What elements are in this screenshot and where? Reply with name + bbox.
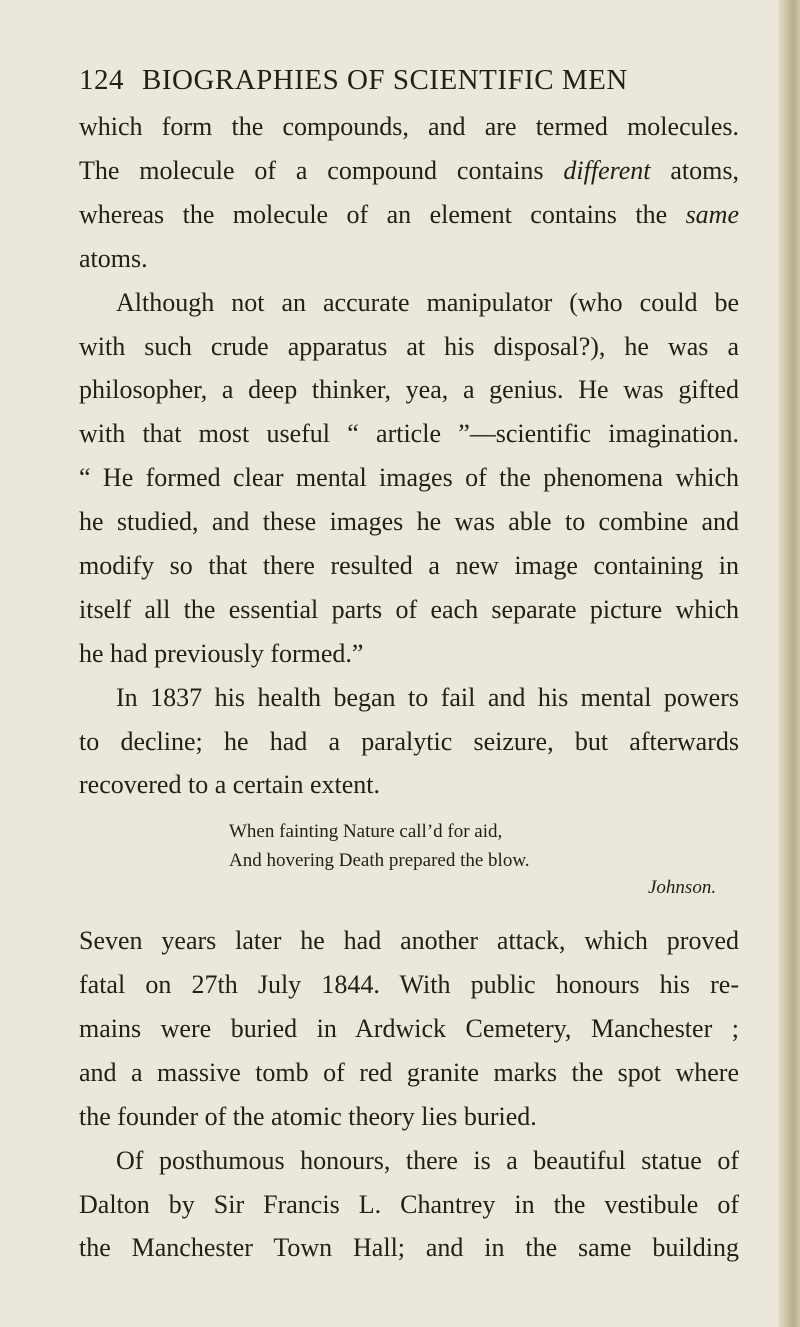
text-line: mains were buried in Ardwick Cemetery, Manchester ; [79,1014,739,1043]
text-line: philosopher, a deep thinker, yea, a genius. He was gifted [79,375,739,404]
text-run: The molecule of a compound contains [79,156,564,185]
quote-line: When fainting Nature call’d for aid, [229,821,503,842]
text-line: Of posthumous honours, there is a beautiful statue of [116,1146,739,1175]
text-line: fatal on 27th July 1844. With public honours his re- [79,970,739,999]
running-header [79,60,699,100]
text-line: Although not an accurate manipulator (who could be [116,288,739,317]
text-line: and a massive tomb of red granite marks the spot where [79,1058,739,1087]
text-run: atoms, [650,156,739,185]
text-line: which form the compounds, and are termed molecules. [79,112,739,141]
text-line: recovered to a certain extent. [79,770,380,799]
text-line: modify so that there resulted a new image containing in [79,551,739,580]
text-line [79,198,739,232]
emphasis: different [563,156,651,185]
text-line: he had previously formed.” [79,639,364,668]
page-edge [778,0,800,1327]
running-title: BIOGRAPHIES OF SCIENTIFIC MEN [142,64,628,96]
text-line [79,154,739,188]
text-line: the founder of the atomic theory lies buried. [79,1102,537,1131]
quote-attribution: Johnson. [648,877,717,898]
text-line: atoms. [79,244,148,273]
text-run: whereas the molecule of an element contains the [79,200,686,229]
quote-line: And hovering Death prepared the blow. [229,850,530,871]
text-line: to decline; he had a paralytic seizure, but afterwards [79,727,739,756]
text-line: the Manchester Town Hall; and in the same building [79,1233,739,1262]
text-line: with such crude apparatus at his disposal?), he was a [79,332,739,361]
text-line: In 1837 his health began to fail and his mental powers [116,683,739,712]
text-line: Seven years later he had another attack, which proved [79,926,739,955]
text-line: “ He formed clear mental images of the phenomena which [79,463,739,492]
text-line: with that most useful “ article ”—scientific imagination. [79,419,739,448]
text-line: itself all the essential parts of each separate picture which [79,595,739,624]
emphasis: same [685,200,739,229]
text-line: he studied, and these images he was able to combine and [79,507,739,536]
text-line: Dalton by Sir Francis L. Chantrey in the vestibule of [79,1190,739,1219]
page-number: 124 [79,64,124,96]
